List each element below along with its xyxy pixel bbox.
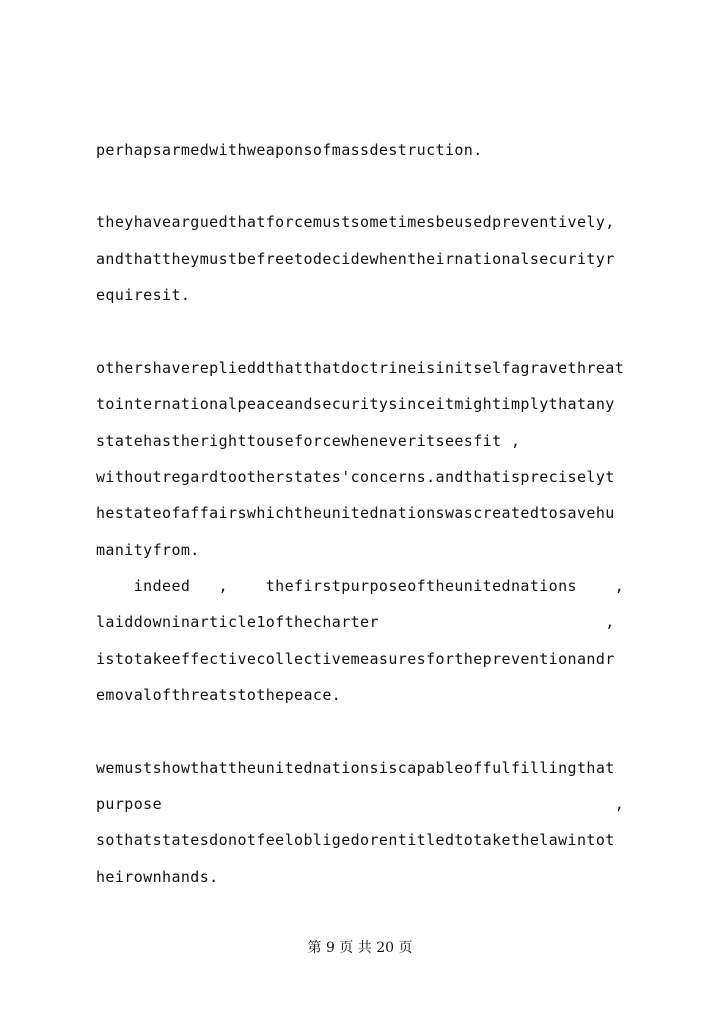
- text-line: sothatstatesdonotfeelobligedorentitledtotakethelawintot: [96, 831, 615, 849]
- text-line: emovalofthreatstothepeace.: [96, 686, 342, 704]
- text-line: heirownhands.: [96, 868, 219, 886]
- text-line: manityfrom.: [96, 541, 200, 559]
- text-line: indeed , thefirstpurposeoftheunitednations ,: [96, 577, 625, 595]
- text-line: istotakeeffectivecollectivemeasuresforthepreventionandr: [96, 650, 615, 668]
- text-line: equiresit.: [96, 286, 191, 304]
- text-line: othershavereplieddthatthatdoctrineisinitselfagravethreat: [96, 359, 625, 377]
- text-line: wemustshowthattheunitednationsiscapableoffulfillingthat: [96, 759, 615, 777]
- text-line: andthattheymustbefreetodecidewhentheirnationalsecurityr: [96, 250, 615, 268]
- text-line: perhapsarmedwithweaponsofmassdestruction.: [96, 141, 483, 159]
- text-line: purpose ,: [96, 795, 625, 813]
- text-line: theyhavearguedthatforcemustsometimesbeusedpreventively,: [96, 213, 615, 231]
- page-number-footer: 第 9 页 共 20 页: [307, 940, 413, 956]
- text-line: withoutregardtootherstates'concerns.andthatispreciselyt: [96, 468, 615, 486]
- text-line: statehastherighttouseforcewheneveritseesfit ,: [96, 432, 521, 450]
- text-line: tointernationalpeaceandsecuritysinceitmightimplythatany: [96, 395, 615, 413]
- text-line: laiddowninarticle1ofthecharter ,: [96, 613, 615, 631]
- text-line: hestateofaffairswhichtheunitednationswascreatedtosavehu: [96, 504, 615, 522]
